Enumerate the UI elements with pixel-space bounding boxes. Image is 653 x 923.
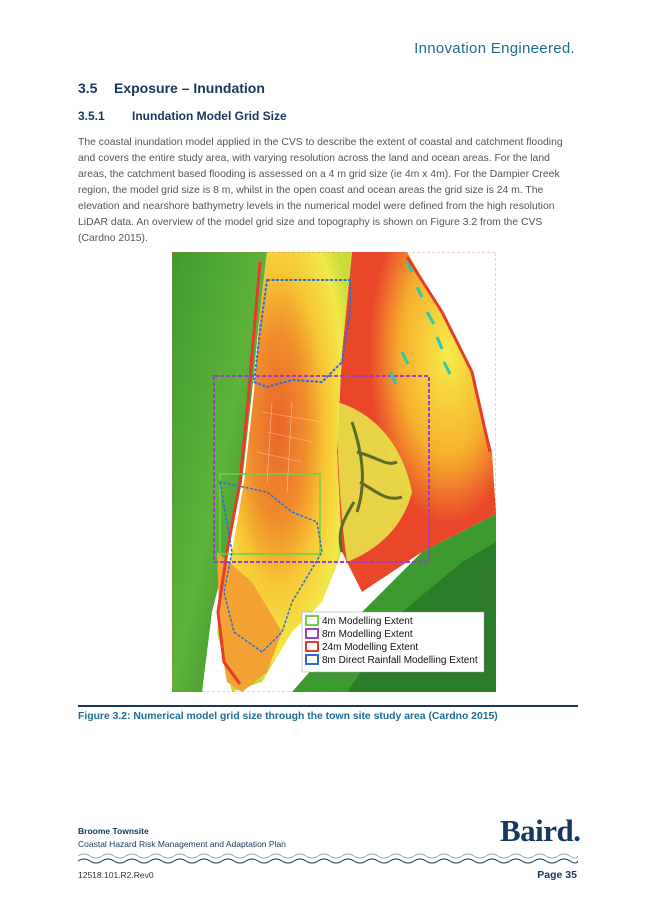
legend-label-8m: 8m Modelling Extent	[322, 629, 413, 640]
baird-logo: Baird.	[500, 813, 581, 848]
section-heading	[78, 80, 265, 96]
section-title: Exposure – Inundation	[114, 80, 265, 96]
footer-subtitle: Coastal Hazard Risk Management and Adaptation Plan	[78, 839, 286, 849]
legend-label-4m: 4m Modelling Extent	[322, 616, 413, 627]
page-number: Page 35	[537, 869, 577, 881]
legend	[302, 612, 484, 672]
footer-project: Broome Townsite	[78, 826, 149, 836]
legend-item-24m	[306, 642, 418, 653]
legend-item-8m	[306, 629, 413, 640]
header-tagline: Innovation Engineered.	[414, 40, 575, 57]
section-number: 3.5	[78, 80, 98, 96]
legend-label-24m: 24m Modelling Extent	[322, 642, 419, 653]
subsection-title: Inundation Model Grid Size	[132, 109, 287, 123]
legend-item-rainfall	[306, 655, 478, 666]
subsection-number: 3.5.1	[78, 109, 105, 123]
figure-caption: Figure 3.2: Numerical model grid size through the town site study area (Cardno 2015)	[78, 711, 498, 722]
body-paragraph: The coastal inundation model applied in the CVS to describe the extent of coastal and catchment flooding and covers the entire study area, with varying resolution across the land and ocean areas. For the land areas, the catchment based flooding is assessed on a 4 m grid size (ie 4m x 4m). For the Dampier Creek region, the model grid size is 8 m, whilst in the open coast and ocean areas the grid size is 24 m. The elevation and nearshore bathymetry levels in the numerical model were defined from the high resolution LiDAR data. An overview of the model grid size and topography is shown on Figure 3.2 from the CVS (Cardno 2015).	[78, 137, 563, 244]
document-reference: 12518.101.R2.Rev0	[78, 870, 154, 880]
grid-size-map	[172, 252, 496, 692]
figure-map	[172, 252, 496, 692]
caption-rule	[78, 705, 578, 707]
legend-label-rainfall: 8m Direct Rainfall Modelling Extent	[322, 655, 478, 666]
legend-item-4m	[306, 616, 413, 627]
subsection-heading	[78, 109, 287, 123]
footer-waves	[78, 852, 578, 864]
